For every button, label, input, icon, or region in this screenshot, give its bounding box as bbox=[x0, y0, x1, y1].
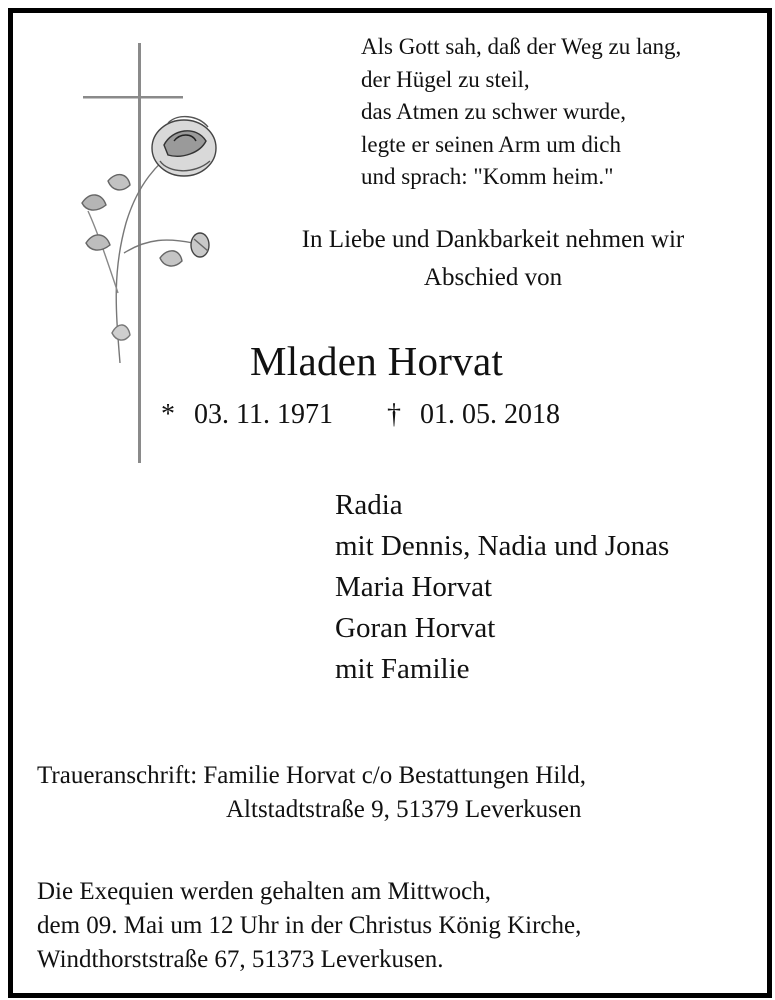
life-dates bbox=[161, 399, 560, 431]
mourner: Goran Horvat bbox=[335, 612, 496, 644]
poem-line: Als Gott sah, daß der Weg zu lang, bbox=[361, 34, 682, 59]
mourners-list bbox=[335, 485, 669, 690]
service-line: dem 09. Mai um 12 Uhr in der Christus König Kirche, bbox=[37, 912, 582, 939]
service-line: Die Exequien werden gehalten am Mittwoch, bbox=[37, 878, 492, 905]
obituary-notice bbox=[8, 8, 772, 998]
death-symbol: † bbox=[386, 399, 401, 430]
mourner: mit Familie bbox=[335, 653, 470, 685]
deceased-name: Mladen Horvat bbox=[250, 338, 504, 384]
mourner: Maria Horvat bbox=[335, 571, 493, 603]
poem-line: und sprach: "Komm heim." bbox=[361, 164, 614, 189]
service-details bbox=[37, 875, 581, 977]
mourner: Radia bbox=[335, 489, 403, 521]
farewell-intro bbox=[213, 221, 773, 297]
birth-symbol: * bbox=[161, 399, 175, 430]
poem-line: der Hügel zu steil, bbox=[361, 66, 530, 92]
intro-line-1: In Liebe und Dankbarkeit nehmen wir bbox=[301, 226, 685, 253]
death-date: 01. 05. 2018 bbox=[419, 399, 560, 430]
birth-date: 03. 11. 1971 bbox=[194, 399, 333, 430]
service-line: Windthorststraße 67, 51373 Leverkusen. bbox=[37, 946, 444, 973]
mourning-address-line-2: Altstadtstraße 9, 51379 Leverkusen bbox=[226, 796, 582, 823]
poem-line: legte er seinen Arm um dich bbox=[361, 131, 621, 157]
poem-line: das Atmen zu schwer wurde, bbox=[361, 99, 627, 124]
mourning-address-line-1: Traueranschrift: Familie Horvat c/o Bestattungen Hild, bbox=[37, 762, 586, 789]
mourner: mit Dennis, Nadia und Jonas bbox=[335, 530, 670, 562]
rose-icon bbox=[82, 117, 216, 363]
poem bbox=[361, 31, 681, 194]
intro-line-2: Abschied von bbox=[423, 264, 563, 291]
